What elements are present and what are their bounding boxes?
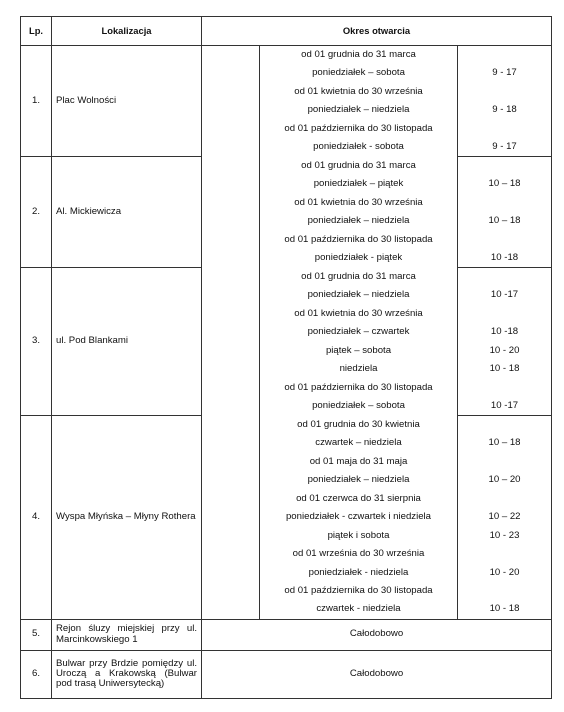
entry-location: Plac Wolności [52,46,202,157]
day-range: poniedziałek – niedziela [307,289,410,301]
header-hours: Okres otwarcia [202,17,552,46]
period-heading: od 01 czerwca do 31 sierpnia [296,492,421,504]
day-range: czwartek – niedziela [315,437,402,449]
spacer-cell [202,416,260,620]
day-range: poniedziałek - czwartek i niedziela [285,511,432,523]
entry-location: Wyspa Młyńska – Młyny Rothera [52,416,202,620]
header-lp: Lp. [21,17,52,46]
schedule-row [21,157,552,176]
period-heading: od 01 grudnia do 30 kwietnia [297,418,420,430]
opening-time: 9 - 17 [458,64,552,83]
schedule-row [21,416,552,435]
day-range: poniedziałek – niedziela [307,215,410,227]
entry-number: 4. [21,416,52,620]
opening-time: 9 - 17 [458,138,552,157]
schedule-row [21,619,552,650]
period-heading: od 01 grudnia do 31 marca [301,159,416,171]
period-heading: od 01 kwietnia do 30 września [294,85,423,97]
opening-time [458,490,552,509]
opening-time [458,231,552,250]
opening-time [458,157,552,176]
opening-time [458,582,552,601]
day-range: poniedziałek - piątek [314,252,403,264]
day-range: piątek i sobota [327,529,390,541]
opening-time [458,83,552,102]
period-heading: od 01 kwietnia do 30 września [294,196,423,208]
opening-time: 10 -18 [458,249,552,268]
opening-time: 10 – 18 [458,434,552,453]
opening-time [458,453,552,472]
opening-time: 10 -18 [458,323,552,342]
opening-time: 10 -17 [458,286,552,305]
entry-number: 3. [21,268,52,416]
header-location: Lokalizacja [52,17,202,46]
entry-location: Al. Mickiewicza [52,157,202,268]
spacer-cell [202,268,260,416]
opening-time: 10 - 18 [458,601,552,620]
entry-location: Rejon śluzy miejskiej przy ul. Marcinkowskiego 1 [52,619,202,650]
day-range: poniedziałek – sobota [312,67,405,79]
period-heading: od 01 września do 30 września [292,548,425,560]
entry-number: 2. [21,157,52,268]
spacer-cell [202,46,260,157]
schedule-row [21,46,552,65]
opening-time [458,46,552,65]
day-range: poniedziałek - sobota [313,141,404,153]
opening-time: 9 - 18 [458,101,552,120]
opening-hours-table [20,16,552,699]
entry-location: ul. Pod Blankami [52,268,202,416]
opening-time [458,379,552,398]
day-range: poniedziałek – niedziela [307,104,410,116]
day-range: poniedziałek – niedziela [307,474,410,486]
day-range: czwartek - niedziela [316,603,401,615]
opening-time [458,194,552,213]
opening-time: 10 – 18 [458,175,552,194]
day-range: niedziela [339,363,378,375]
header-row [21,17,552,46]
day-range: poniedziałek – sobota [312,400,405,412]
schedule-row [21,650,552,698]
day-range: piątek – sobota [325,344,392,356]
entry-number: 1. [21,46,52,157]
opening-time: 10 -17 [458,397,552,416]
schedule-row [21,268,552,287]
opening-all-day: Całodobowo [202,650,552,698]
period-heading: od 01 października do 30 listopada [284,233,433,245]
period-heading: od 01 października do 30 listopada [284,381,433,393]
entry-number: 6. [21,650,52,698]
opening-time: 10 - 18 [458,360,552,379]
period-heading: od 01 października do 30 listopada [284,585,433,597]
opening-time: 10 - 20 [458,342,552,361]
opening-time: 10 – 22 [458,508,552,527]
day-range: poniedziałek – czwartek [307,326,410,338]
period-heading: od 01 grudnia do 31 marca [301,270,416,282]
spacer-cell [202,157,260,268]
period-heading: od 01 maja do 31 maja [309,455,408,467]
entry-location: Bulwar przy Brdzie pomiędzy ul. Uroczą a Krakowską (Bulwar pod trasą Uniwersytecką) [52,650,202,698]
opening-time: 10 - 20 [458,564,552,583]
period-heading: od 01 kwietnia do 30 września [294,307,423,319]
opening-time [458,268,552,287]
opening-all-day: Całodobowo [202,619,552,650]
opening-time: 10 – 18 [458,212,552,231]
period-heading: od 01 grudnia do 31 marca [301,48,416,60]
entry-number: 5. [21,619,52,650]
opening-time: 10 - 23 [458,527,552,546]
opening-time [458,545,552,564]
day-range: poniedziałek - niedziela [308,566,409,578]
opening-time: 10 – 20 [458,471,552,490]
opening-time [458,120,552,139]
opening-time [458,305,552,324]
opening-time [458,416,552,435]
period-heading: od 01 października do 30 listopada [284,122,433,134]
day-range: poniedziałek – piątek [313,178,404,190]
